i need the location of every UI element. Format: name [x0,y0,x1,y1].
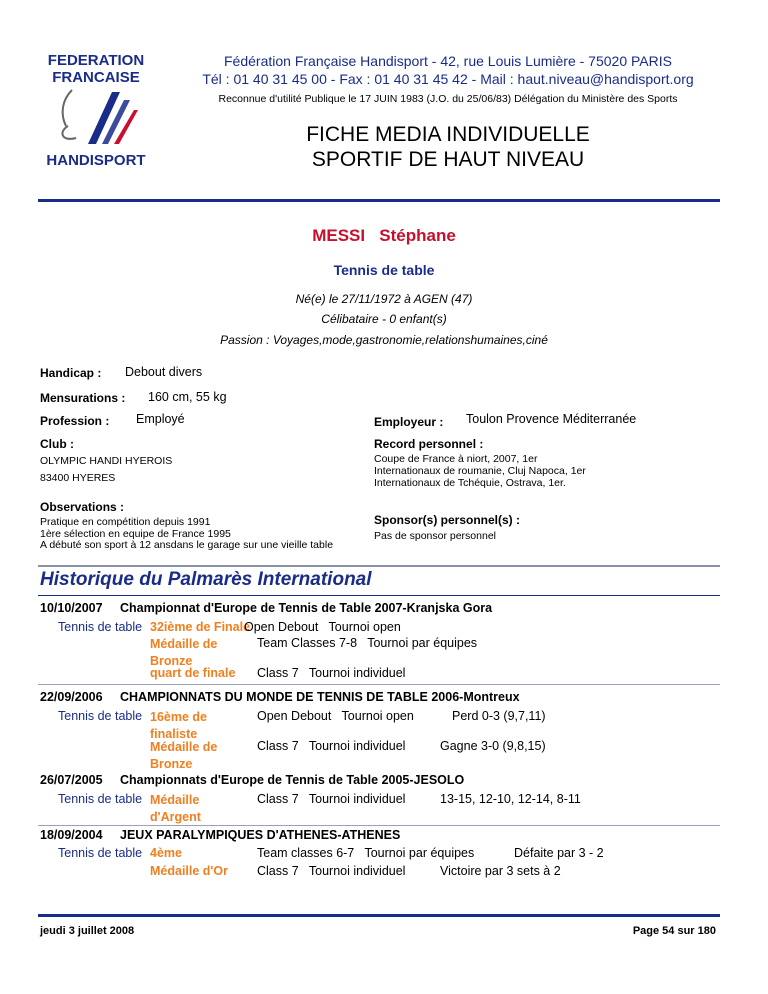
event-sport: Tennis de table [58,846,143,860]
club-city: 83400 HYERES [40,472,116,484]
palmares-top-line [38,565,720,567]
event-title: JEUX PARALYMPIQUES D'ATHENES-ATHENES [120,828,401,842]
header-address: Fédération Française Handisport - 42, rue Louis Lumière - 75020 PARIS [224,53,672,69]
header-recognition: Reconnue d'utilité Publique le 17 JUIN 1983 (J.O. du 25/06/83) Délégation du Ministère des Sports [218,93,678,105]
logo-text-top [40,52,152,86]
event-divider [38,825,720,826]
mensurations-value: 160 cm, 55 kg [148,390,227,404]
handicap-value: Debout divers [125,365,203,379]
result-rank: Médaille de Bronze [150,740,218,771]
employeur-value: Toulon Provence Méditerranée [466,412,637,426]
header-contact: Tél : 01 40 31 45 00 - Fax : 01 40 31 45 42 - Mail : haut.niveau@handisport.org [202,71,694,87]
club-address [40,453,172,487]
result-event: Open Debout Tournoi open [244,620,401,634]
sponsor-label: Sponsor(s) personnel(s) : [374,513,521,527]
observations-text [40,517,333,552]
event-date: 10/10/2007 [40,601,103,615]
record-item: Internationaux de roumanie, Cluj Napoca, 1er [374,465,586,477]
result-event: Class 7 Tournoi individuel [257,792,406,806]
athlete-family: Célibataire - 0 enfant(s) [321,312,447,326]
event-sport: Tennis de table [58,709,143,723]
athlete-passion: Passion : Voyages,mode,gastronomie,relationshumaines,ciné [220,333,548,347]
result-event: Team classes 6-7 Tournoi par équipes [257,846,475,860]
handisport-logo-icon [50,86,140,152]
palmares-heading: Historique du Palmarès International [40,569,372,590]
employeur-label: Employeur : [374,415,444,429]
title-line-1: FICHE MEDIA INDIVIDUELLE [306,123,590,146]
footer-date: jeudi 3 juillet 2008 [40,925,135,937]
result-score: Perd 0-3 (9,7,11) [452,709,546,723]
result-rank: 32ième de Finale [150,620,251,634]
profession-value: Employé [136,412,185,426]
title-line-2: SPORTIF DE HAUT NIVEAU [311,148,585,171]
result-score: Gagne 3-0 (9,8,15) [440,739,546,753]
event-sport: Tennis de table [58,620,143,634]
club-name: OLYMPIC HANDI HYEROIS [40,455,173,467]
header-address-block [168,52,728,88]
event-divider [38,684,720,685]
record-list [374,453,586,489]
event-date: 26/07/2005 [40,773,103,787]
footer-divider [38,914,720,917]
result-score: 13-15, 12-10, 12-14, 8-11 [440,792,581,806]
logo-line-1: FEDERATION [47,52,145,69]
observation-line: 1ère sélection en equipe de France 1995 [40,527,231,540]
club-label: Club : [40,437,74,451]
result-rank: 16ème de finaliste [150,710,207,741]
result-score: Défaite par 3 - 2 [514,846,604,860]
page-number: Page 54 sur 180 [632,925,716,937]
result-score: Victoire par 3 sets à 2 [440,864,561,878]
result-event: Team Classes 7-8 Tournoi par équipes [257,636,478,650]
result-rank: quart de finale [150,666,236,680]
sponsor-value: Pas de sponsor personnel [374,530,496,542]
observation-line: Pratique en compétition depuis 1991 [40,516,211,528]
athlete-name: MESSI Stéphane [312,226,456,245]
event-date: 18/09/2004 [40,828,103,842]
athlete-birth: Né(e) le 27/11/1972 à AGEN (47) [295,292,473,306]
event-title: Championnats d'Europe de Tennis de Table 2005-JESOLO [120,773,465,787]
observation-line: A débuté son sport à 12 ansdans le garage sur une vieille table [40,539,334,551]
result-event: Open Debout Tournoi open [257,709,414,723]
mensurations-label: Mensurations : [40,391,126,405]
logo-line-2: FRANCAISE [52,69,140,86]
observations-label: Observations : [40,500,125,514]
event-title: Championnat d'Europe de Tennis de Table 2007-Kranjska Gora [120,601,493,615]
handicap-label: Handicap : [40,366,102,380]
result-event: Class 7 Tournoi individuel [257,864,406,878]
event-date: 22/09/2006 [40,690,103,704]
event-title: CHAMPIONNATS DU MONDE DE TENNIS DE TABLE 2006-Montreux [120,690,520,704]
profession-label: Profession : [40,414,110,428]
palmares-heading-line [38,595,720,596]
event-sport: Tennis de table [58,792,143,806]
logo-line-3: HANDISPORT [46,152,146,169]
result-rank: Médaille d'Argent [150,793,201,824]
result-event: Class 7 Tournoi individuel [257,739,406,753]
header-divider [38,199,720,202]
result-rank: 4ème [150,846,182,860]
record-item: Coupe de France à niort, 2007, 1er [374,453,538,465]
athlete-sport: Tennis de table [333,262,435,278]
result-event: Class 7 Tournoi individuel [257,666,406,680]
document-title [168,122,728,172]
record-label: Record personnel : [374,437,484,451]
result-rank: Médaille de Bronze [150,637,218,668]
result-rank: Médaille d'Or [150,864,228,878]
record-item: Internationaux de Tchéquie, Ostrava, 1er. [374,477,566,489]
